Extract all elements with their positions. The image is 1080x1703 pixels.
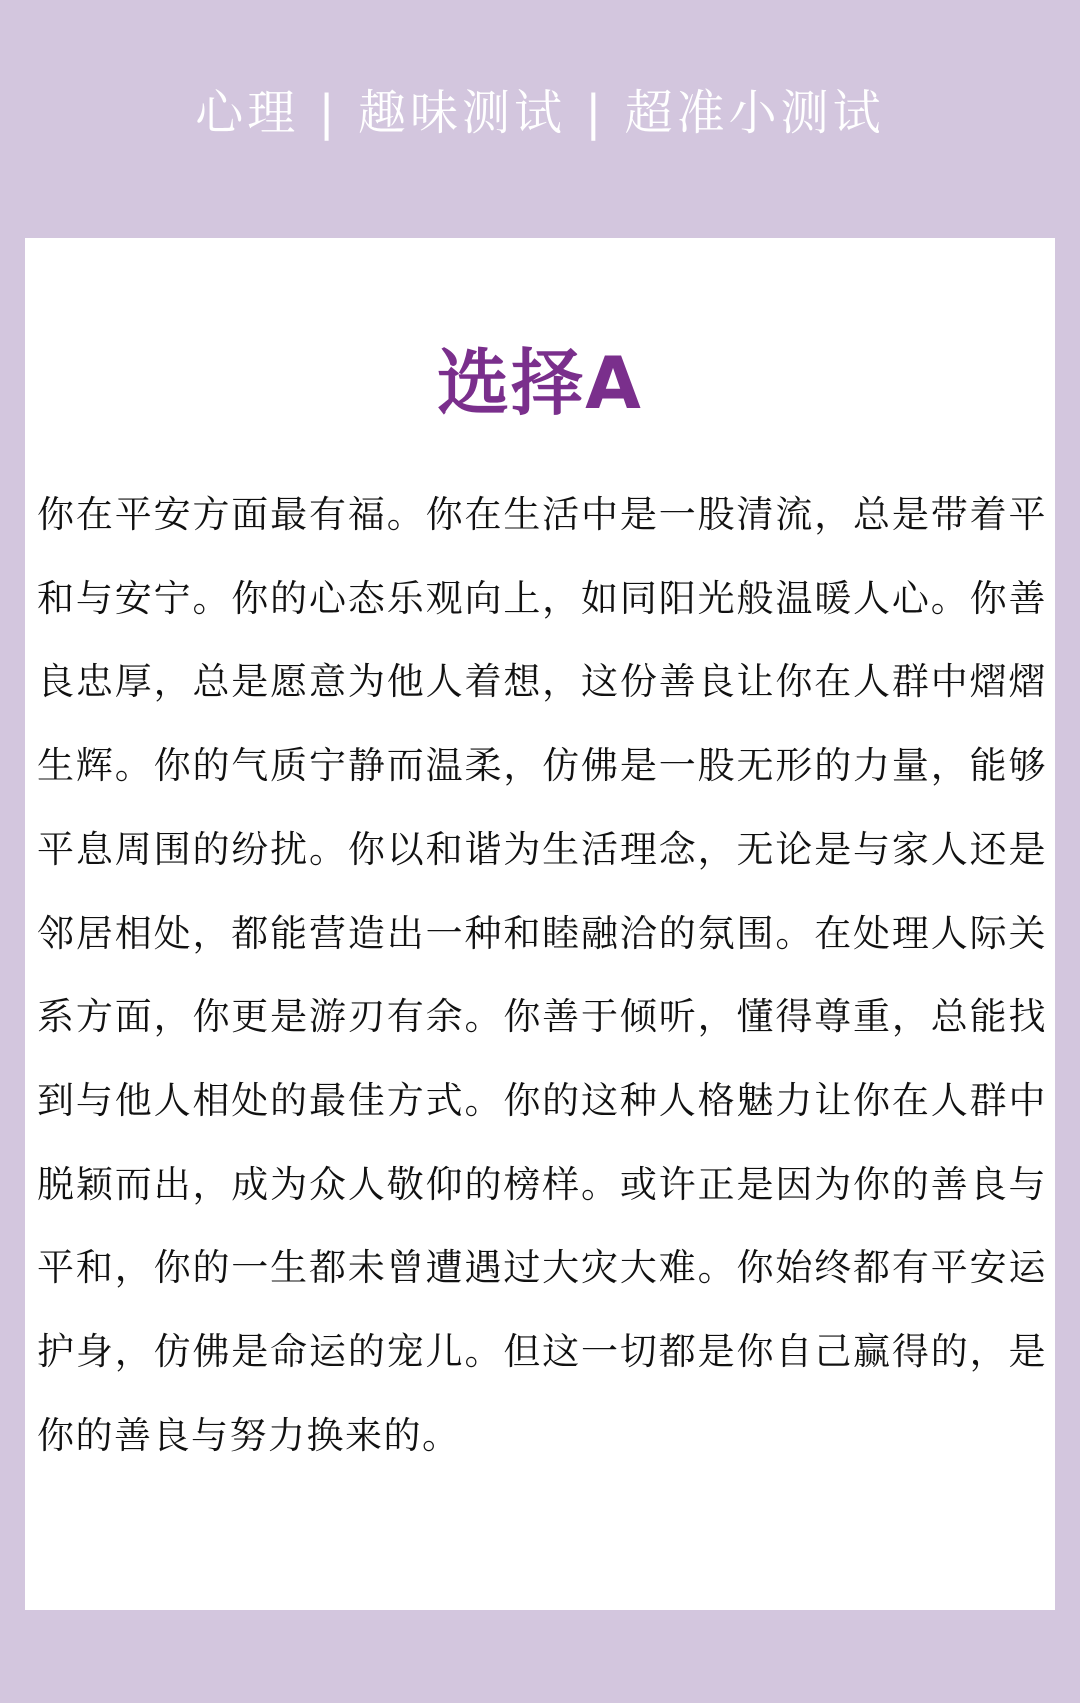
result-card xyxy=(25,238,1055,1610)
header-category-line: 心理 | 趣味测试 | 超准小测试 xyxy=(195,85,885,141)
result-description: 你在平安方面最有福。你在生活中是一股清流，总是带着平和与安宁。你的心态乐观向上，如同阳光般温暖人心。你善良忠厚，总是愿意为他人着想，这份善良让你在人群中熠熠生辉。你的气质宁静而温柔，仿佛是一股无形的力量，能够平息周围的纷扰。你以和谐为生活理念，无论是与家人还是邻居相处，都能营造出一种和睦融洽的氛围。在处理人际关系方面，你更是游刃有余。你善于倾听，懂得尊重，总能找到与他人相处的最佳方式。你的这种人格魅力让你在人群中脱颖而出，成为众人敬仰的榜样。或许正是因为你的善良与平和，你的一生都未曾遭遇过大灾大难。你始终都有平安运护身，仿佛是命运的宠儿。但这一切都是你自己赢得的，是你的善良与努力换来的。 xyxy=(37,493,1047,1457)
result-title: 选择A xyxy=(437,341,643,425)
